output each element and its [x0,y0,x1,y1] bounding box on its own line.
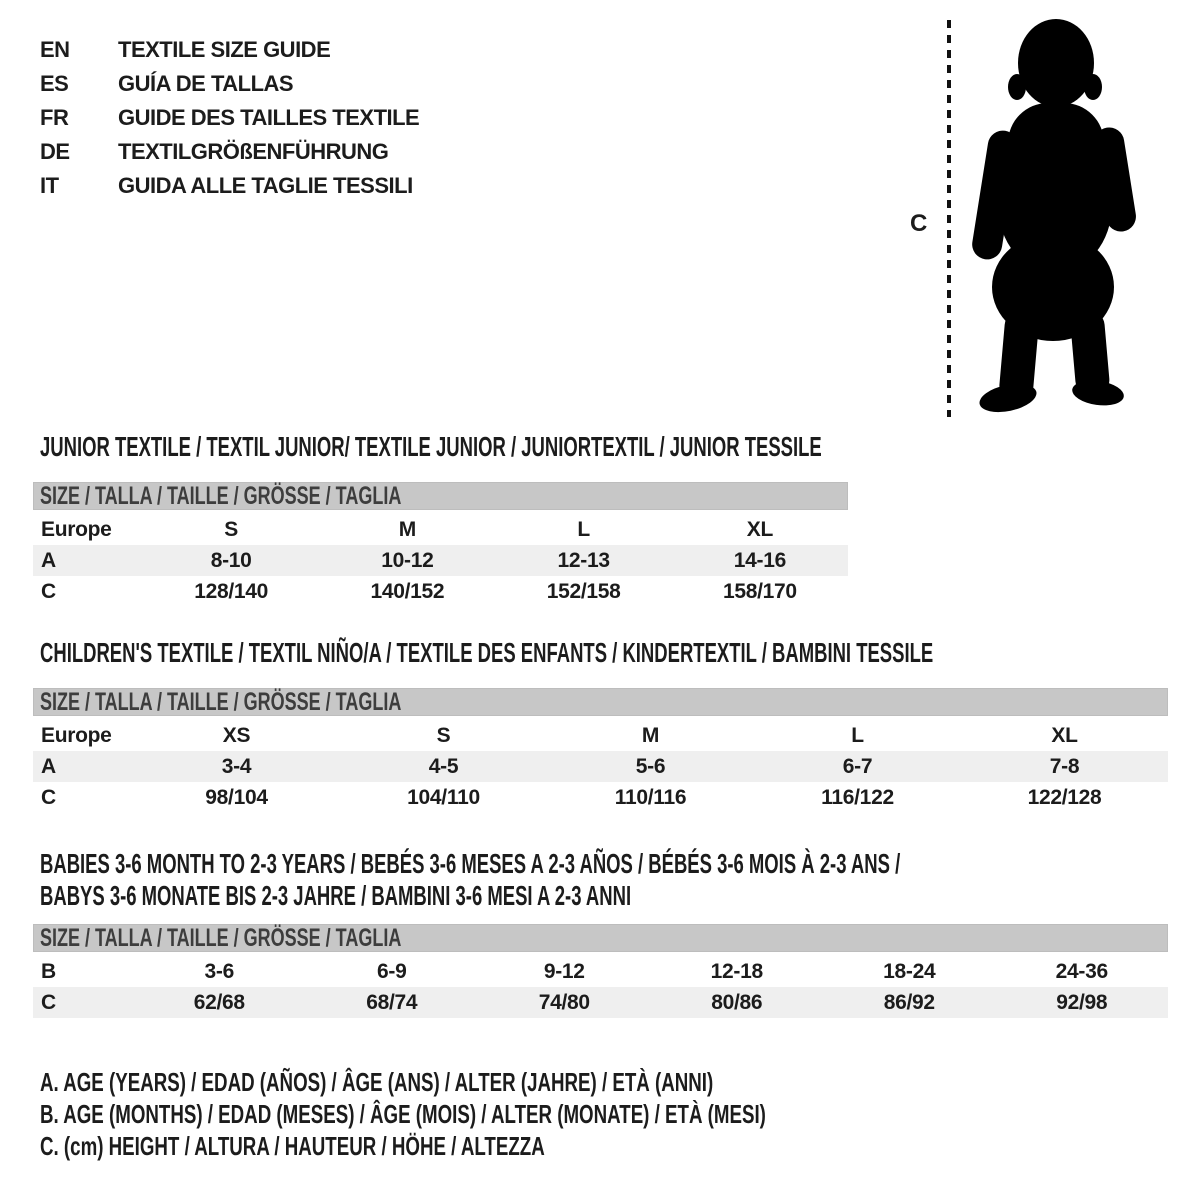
value-cell: 80/86 [711,991,763,1014]
value-cell: 10-12 [381,549,434,572]
table-header [33,482,848,510]
table-header-text: SIZE / TALLA / TAILLE / GRÖSSE / TAGLIA [40,688,402,716]
size-guide-section [33,433,848,607]
height-measure-label: C [910,210,928,237]
language-code: FR [40,105,69,130]
value-cell: 24-36 [1055,960,1108,983]
guide-title-de: TEXTILGRÖßENFÜHRUNG [118,139,389,164]
section-title-text: BABYS 3-6 MONATE BIS 2-3 JAHRE / BAMBINI 3-6 MESI A 2-3 ANNI [40,880,632,911]
value-cell: 92/98 [1056,991,1108,1014]
table-header-text: SIZE / TALLA / TAILLE / GRÖSSE / TAGLIA [40,482,402,510]
table-rows [33,720,1168,813]
legend-line [40,1130,1048,1162]
row-label: Europe [41,724,112,747]
row-label: A [41,549,56,572]
table-row [33,514,848,545]
language-row [40,101,419,135]
legend-line-text: C. (cm) HEIGHT / ALTURA / HAUTEUR / HÖHE / ALTEZZA [40,1131,545,1161]
language-code: ES [40,71,69,96]
section-title-line [40,848,1168,880]
table-row [33,545,848,576]
value-cell: 6-9 [377,960,407,983]
section-title-text: JUNIOR TEXTILE / TEXTIL JUNIOR/ TEXTILE JUNIOR / JUNIORTEXTIL / JUNIOR TESSILE [40,431,822,462]
height-measure-dashed-line [947,20,951,417]
value-cell: 140/152 [370,580,445,603]
section-title-text: BABIES 3-6 MONTH TO 2-3 YEARS / BEBÉS 3-6 MESES A 2-3 AÑOS / BÉBÉS 3-6 MOIS À 2-3 ANS / [40,848,901,879]
value-cell: M [398,518,416,541]
language-row [40,135,419,169]
table-rows [33,956,1168,1018]
value-cell: 86/92 [883,991,935,1014]
value-cell: 122/128 [1027,786,1102,809]
value-cell: L [851,724,864,747]
guide-title-en: TEXTILE SIZE GUIDE [118,37,331,62]
guide-title-it: GUIDA ALLE TAGLIE TESSILI [118,173,413,198]
value-cell: 14-16 [733,549,786,572]
value-cell: 62/68 [193,991,245,1014]
value-cell: XL [1051,724,1078,747]
size-table [33,482,848,607]
row-label: C [41,786,56,809]
guide-title-es: GUÍA DE TALLAS [118,71,294,96]
size-table [33,924,1168,1018]
value-cell: M [641,724,660,747]
value-cell: L [577,518,590,541]
value-cell: S [224,518,238,541]
value-cell: XL [746,518,773,541]
value-cell: 110/116 [614,786,687,809]
table-row [33,576,848,607]
legend-line-text: A. AGE (YEARS) / EDAD (AÑOS) / ÂGE (ANS) / ALTER (JAHRE) / ETÀ (ANNI) [40,1067,714,1097]
value-cell: 8-10 [210,549,252,572]
section-title [33,848,1168,912]
row-label: C [41,991,56,1014]
legend-line-text: B. AGE (MONTHS) / EDAD (MESES) / ÂGE (MOIS) / ALTER (MONATE) / ETÀ (MESI) [40,1099,766,1129]
section-title [33,639,1168,667]
value-cell: S [436,724,451,747]
value-cell: 6-7 [842,755,873,778]
row-label: A [41,755,56,778]
value-cell: 158/170 [722,580,797,603]
section-title [33,433,848,461]
table-header-text: SIZE / TALLA / TAILLE / GRÖSSE / TAGLIA [40,924,402,952]
size-guide-section [33,639,1168,813]
table-row [33,782,1168,813]
section-title-line [40,880,1168,912]
value-cell: 68/74 [366,991,418,1014]
row-label: C [41,580,56,603]
table-rows [33,514,848,607]
toddler-silhouette-icon [952,15,1147,418]
legend-line [40,1066,1048,1098]
size-guide-section [33,848,1168,1018]
language-code: EN [40,37,70,62]
value-cell: 98/104 [205,786,268,809]
language-code: IT [40,173,59,198]
table-row [33,987,1168,1018]
section-title-text: CHILDREN'S TEXTILE / TEXTIL NIÑO/A / TEXTILE DES ENFANTS / KINDERTEXTIL / BAMBINI TESSILE [40,637,934,668]
value-cell: 74/80 [538,991,590,1014]
value-cell: 12-13 [557,549,610,572]
table-row [33,720,1168,751]
value-cell: 18-24 [883,960,936,983]
value-cell: 104/110 [407,786,480,809]
value-cell: 9-12 [543,960,585,983]
legend [40,1066,1048,1162]
table-row [33,956,1168,987]
value-cell: 7-8 [1049,755,1080,778]
value-cell: XS [222,724,251,747]
table-header [33,688,1168,716]
value-cell: 3-4 [221,755,252,778]
row-label: B [41,960,56,983]
guide-title-fr: GUIDE DES TAILLES TEXTILE [118,105,420,130]
value-cell: 152/158 [546,580,621,603]
language-row [40,169,419,203]
value-cell: 12-18 [710,960,763,983]
value-cell: 128/140 [194,580,269,603]
value-cell: 116/122 [821,786,894,809]
value-cell: 3-6 [204,960,234,983]
value-cell: 5-6 [635,755,666,778]
table-row [33,751,1168,782]
language-code: DE [40,139,70,164]
value-cell: 4-5 [428,755,459,778]
row-label: Europe [41,518,112,541]
section-title-line [40,639,1168,667]
table-header [33,924,1168,952]
section-title-line [40,433,848,461]
language-row [40,33,419,67]
size-table [33,688,1168,813]
language-title-list [40,33,419,203]
language-row [40,67,419,101]
legend-line [40,1098,1048,1130]
